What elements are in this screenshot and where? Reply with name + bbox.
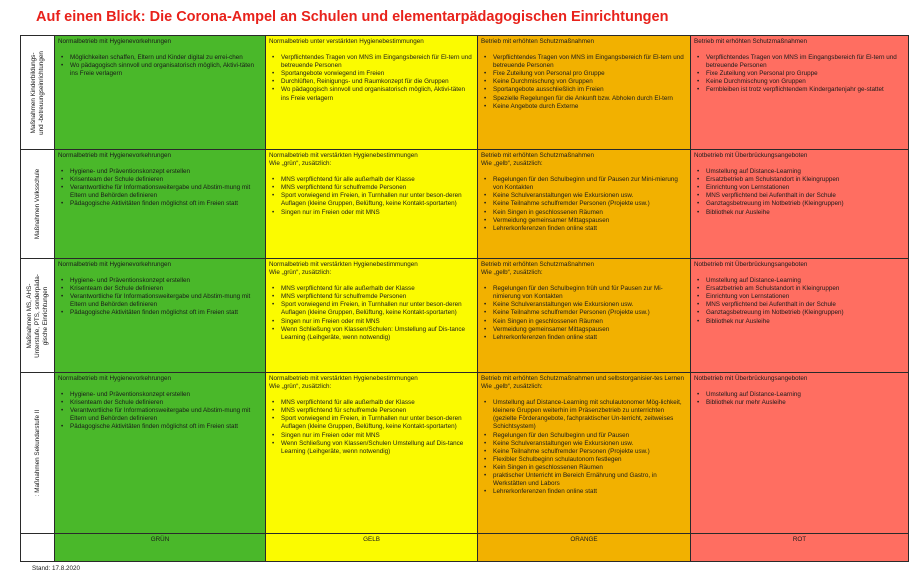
cell-heading: Betrieb mit erhöhten Schutzmaßnahmen [694,38,808,45]
measure-item: • Spezielle Regelungen für die Ankunft bzw. Abholen durch El-tern [481,95,687,103]
measure-item: • Keine Durchmischung von Gruppen [694,78,905,86]
cell-gelb [266,373,478,534]
measure-list [694,277,905,326]
row-label-text [26,274,50,358]
measure-list [269,176,474,216]
measure-item: • Kein Singen in geschlossenen Räumen [481,318,687,326]
measure-item: • Umstellung auf Distance-Learning [694,391,905,399]
measure-item: • Vermeidung gemeinsamer Mittagspausen [481,217,687,225]
measure-item: • Keine Schulveranstaltungen wie Exkursionen usw. [481,440,687,448]
measure-item: • Verantwortliche für Informationsweitergabe und Abstim-mung mit Eltern und Behörden definieren [58,184,262,200]
cell-spacer [58,383,262,391]
measure-list [481,399,687,496]
measure-item: • Singen nur im Freien oder mit MNS [269,432,474,440]
cell-heading: Notbetrieb mit Überbrückungsangeboten [694,375,808,382]
measure-item: • Kein Singen in geschlossenen Räumen [481,209,687,217]
row-label-text [34,410,42,496]
cell-heading: Notbetrieb mit Überbrückungsangeboten [694,152,808,159]
measure-item: • Fernbleiben ist trotz verpflichtendem Kindergartenjahr ge-stattet [694,86,905,94]
row-label-line: : Maßnahmen Sekundarstufe II [33,409,41,497]
measure-item: • Hygiene- und Präventionskonzept erstellen [58,277,262,285]
footer-gruen: GRÜN [55,534,266,562]
cell-spacer [481,168,687,176]
cell-spacer [269,277,474,285]
cell-intro: Wie „gelb“, zusätzlich: [481,269,543,277]
measure-item: • Vermeidung gemeinsamer Mittagspausen [481,326,687,334]
measure-list [58,168,262,208]
footer-row [21,534,909,562]
measure-item: • Sport vorwiegend im Freien, in Turnhallen nur unter beson-deren Auflagen (kleine Gruppen, Belüftung, keine Kontakt-sportarten) [269,415,474,431]
measure-item: • Hygiene- und Präventionskonzept erstellen [58,391,262,399]
stand-date: Stand: 17.8.2020 [32,565,80,572]
cell-spacer [694,269,905,277]
measure-item: • Ganztagsbetreuung im Notbetrieb (Kleingruppen) [694,200,905,208]
measure-item: • MNS verpflichtend bei Aufenthalt in der Schule [694,192,905,200]
row-label [21,259,55,373]
cell-heading: Normalbetrieb unter verstärkten Hygienebestimmungen [269,38,424,45]
measure-item: • MNS verpflichtend für alle außerhalb der Klasse [269,399,474,407]
measure-item: • Sportangebote ausschließlich im Freien [481,86,687,94]
measure-item: • Lehrerkonferenzen finden online statt [481,225,687,233]
measure-item: • Pädagogische Aktivitäten finden möglichst oft im Freien statt [58,309,262,317]
cell-heading: Normalbetrieb mit verstärkten Hygienebestimmungen [269,375,418,382]
row-label [21,373,55,534]
measure-item: • MNS verpflichtend bei Aufenthalt in der Schule [694,301,905,309]
measure-item: • Umstellung auf Distance-Learning [694,168,905,176]
cell-spacer [481,277,687,285]
cell-spacer [481,46,687,54]
measure-item: • Bibliothek nur mehr Ausleihe [694,399,905,407]
measure-item: • Krisenteam der Schule definieren [58,399,262,407]
measure-item: • MNS verpflichtend für schulfremde Personen [269,407,474,415]
measure-item: • Lehrerkonferenzen finden online statt [481,334,687,342]
cell-heading: Normalbetrieb mit verstärkten Hygienebestimmungen [269,152,418,159]
cell-heading: Normalbetrieb mit verstärkten Hygienebestimmungen [269,261,418,268]
cell-intro: Wie „grün“, zusätzlich: [269,160,332,168]
table-row [21,373,909,534]
cell-gruen [55,150,266,259]
measure-list [58,54,262,78]
measure-item: • Regelungen für den Schulbeginn und für Pausen zur Mini-mierung von Kontakten [481,176,687,192]
cell-spacer [694,46,905,54]
measure-item: • Umstellung auf Distance-Learning [694,277,905,285]
cell-intro: Wie „grün“, zusätzlich: [269,383,332,391]
cell-intro: Wie „grün“, zusätzlich: [269,269,332,277]
cell-orange [478,150,691,259]
cell-spacer [58,160,262,168]
cell-gruen [55,259,266,373]
cell-spacer [269,46,474,54]
table-row [21,36,909,150]
cell-gruen [55,36,266,150]
row-label-line: und -betreuungseinrichtungen [37,50,45,135]
measure-item: • Einrichtung von Lernstationen [694,184,905,192]
measure-list [694,54,905,94]
row-label [21,150,55,259]
measure-item: • Verpflichtendes Tragen von MNS im Eingangsbereich für El-tern und betreuende Personen [694,54,905,70]
cell-gelb [266,259,478,373]
measure-list [269,285,474,342]
cell-gelb [266,36,478,150]
measure-item: • Einrichtung von Lernstationen [694,293,905,301]
row-label-text [30,51,46,135]
measure-item: • Keine Schulveranstaltungen wie Exkursionen usw. [481,192,687,200]
measure-item: • Krisenteam der Schule definieren [58,285,262,293]
measure-item: • Fixe Zuteilung von Personal pro Gruppe [694,70,905,78]
table-row [21,150,909,259]
cell-spacer [58,269,262,277]
measure-list [269,54,474,103]
measure-item: • Verantwortliche für Informationsweitergabe und Abstim-mung mit Eltern und Behörden definieren [58,293,262,309]
table-row [21,259,909,373]
row-label-text [34,169,42,239]
measure-item: • MNS verpflichtend für schulfremde Personen [269,293,474,301]
measure-item: • Sportangebote vorwiegend im Freien [269,70,474,78]
footer-spacer [21,534,55,562]
measure-item: • Regelungen für den Schulbeginn früh und für Pausen zur Mi-nimierung von Kontakten [481,285,687,301]
measure-item: • Hygiene- und Präventionskonzept erstellen [58,168,262,176]
footer-rot: ROT [691,534,909,562]
cell-rot [691,373,909,534]
cell-heading: Normalbetrieb mit Hygienevorkehrungen [58,38,172,45]
row-label-line: Maßnahmen Volksschule [33,168,41,240]
measure-item: • Singen nur im Freien oder mit MNS [269,209,474,217]
measure-item: • Keine Schulveranstaltungen wie Exkursionen usw. [481,301,687,309]
cell-spacer [269,391,474,399]
measure-item: • Wenn Schließung von Klassen/Schulen Umstellung auf Dis-tance Learning (Leihgeräte, wenn notwendig) [269,440,474,456]
measure-item: • Regelungen für den Schulbeginn und für Pausen [481,432,687,440]
cell-gruen [55,373,266,534]
measure-item: • Ganztagsbetreuung im Notbetrieb (Kleingruppen) [694,309,905,317]
cell-spacer [481,391,687,399]
row-label [21,36,55,150]
measure-item: • Umstellung auf Distance-Learning mit schulautonomer Mög-lichkeit, kleinere Gruppen weiterhin im Präsenzbetrieb zu unterrichten (gezielte Förderangebote, fachpraktischer Un-terricht, zeitweises Schichtsystem) [481,399,687,431]
cell-orange [478,36,691,150]
measure-list [58,391,262,431]
measure-item: • Ersatzbetrieb am Schulstandort in Kleingruppen [694,176,905,184]
cell-heading: Betrieb mit erhöhten Schutzmaßnahmen [481,152,595,159]
measure-item: • Keine Durchmischung von Gruppen [481,78,687,86]
row-label-line: Maßnahmen MS, AHS- [25,283,33,348]
cell-intro: Wie „gelb“, zusätzlich: [481,383,543,391]
cell-rot [691,259,909,373]
cell-gelb [266,150,478,259]
cell-heading: Betrieb mit erhöhten Schutzmaßnahmen [481,38,595,45]
measure-item: • MNS verpflichtend für alle außerhalb der Klasse [269,285,474,293]
cell-heading: Betrieb mit erhöhten Schutzmaßnahmen [481,261,595,268]
cell-spacer [58,46,262,54]
cell-heading: Normalbetrieb mit Hygienevorkehrungen [58,261,172,268]
measure-item: • Lehrerkonferenzen finden online statt [481,488,687,496]
cell-heading: Normalbetrieb mit Hygienevorkehrungen [58,375,172,382]
measure-item: • Keine Angebote durch Externe [481,103,687,111]
measure-list [58,277,262,317]
measure-item: • Keine Teilnahme schulfremder Personen (Projekte usw.) [481,200,687,208]
measure-item: • Verpflichtendes Tragen von MNS im Eingangsbereich für El-tern und betreuende Personen [269,54,474,70]
measure-item: • Flexibler Schulbeginn schulautonom festlegen [481,456,687,464]
cell-orange [478,373,691,534]
measure-item: • Wo pädagogisch sinnvoll und organisatorisch möglich, Aktivi-täten ins Freie verlagern [58,62,262,78]
measure-item: • Verantwortliche für Informationsweitergabe und Abstim-mung mit Eltern und Behörden definieren [58,407,262,423]
cell-orange [478,259,691,373]
cell-spacer [269,168,474,176]
measure-item: • MNS verpflichtend für alle außerhalb der Klasse [269,176,474,184]
measure-list [694,391,905,407]
measure-item: • Wo pädagogisch sinnvoll und organisatorisch möglich, Aktivi-täten ins Freie verlagern [269,86,474,102]
measure-item: • Ersatzbetrieb am Schulstandort in Kleingruppen [694,285,905,293]
cell-heading: Notbetrieb mit Überbrückungsangeboten [694,261,808,268]
measure-item: • Pädagogische Aktivitäten finden möglichst oft im Freien statt [58,423,262,431]
measure-item: • Keine Teilnahme schulfremder Personen (Projekte usw.) [481,309,687,317]
measure-item: • Durchlüften, Reinigungs- und Raumkonzept für die Gruppen [269,78,474,86]
measure-item: • Bibliothek nur Ausleihe [694,209,905,217]
cell-heading: Betrieb mit erhöhten Schutzmaßnahmen und selbstorganisier-tes Lernen [481,375,685,382]
cell-rot [691,36,909,150]
measure-item: • Kein Singen in geschlossenen Räumen [481,464,687,472]
measure-item: • praktischer Unterricht im Bereich Ernährung und Gastro, in Werkstätten und Labors [481,472,687,488]
row-label-line: Maßnahmen Kinderbildungs- [29,52,37,133]
measure-list [269,399,474,456]
cell-rot [691,150,909,259]
measure-item: • Bibliothek nur Ausleihe [694,318,905,326]
measure-item: • Singen nur im Freien oder mit MNS [269,318,474,326]
measure-item: • Wenn Schließung von Klassen/Schulen: Umstellung auf Dis-tance Learning (Leihgeräte, wenn notwendig) [269,326,474,342]
ampel-table [20,35,909,562]
measure-list [481,285,687,342]
row-label-line: gische Einrichtungen [41,286,49,345]
measure-list [481,54,687,111]
measure-list [481,176,687,233]
measure-item: • Verpflichtendes Tragen von MNS im Eingangsbereich für El-tern und betreuende Personen [481,54,687,70]
measure-item: • Sport vorwiegend im Freien, in Turnhallen nur unter beson-deren Auflagen (kleine Gruppen, Belüftung, keine Kontakt-sportarten) [269,301,474,317]
measure-item: • Keine Teilnahme schulfremder Personen (Projekte usw.) [481,448,687,456]
page-title: Auf einen Blick: Die Corona-Ampel an Schulen und elementarpädagogischen Einrichtungen [36,9,669,25]
measure-item: • Pädagogische Aktivitäten finden möglichst oft im Freien statt [58,200,262,208]
footer-gelb: GELB [266,534,478,562]
measure-item: • Krisenteam der Schule definieren [58,176,262,184]
cell-intro: Wie „gelb“, zusätzlich: [481,160,543,168]
measure-item: • Möglichkeiten schaffen, Eltern und Kinder digital zu errei-chen [58,54,262,62]
measure-list [694,168,905,217]
cell-heading: Normalbetrieb mit Hygienevorkehrungen [58,152,172,159]
cell-spacer [694,160,905,168]
row-label-line: Unterstufe, PTS, sonderpäda- [33,273,41,358]
measure-item: • MNS verpflichtend für schulfremde Personen [269,184,474,192]
footer-orange: ORANGE [478,534,691,562]
measure-item: • Sport vorwiegend im Freien, in Turnhallen nur unter beson-deren Auflagen (kleine Gruppen, Belüftung, keine Kontakt-sportarten) [269,192,474,208]
measure-item: • Fixe Zuteilung von Personal pro Gruppe [481,70,687,78]
cell-spacer [694,383,905,391]
